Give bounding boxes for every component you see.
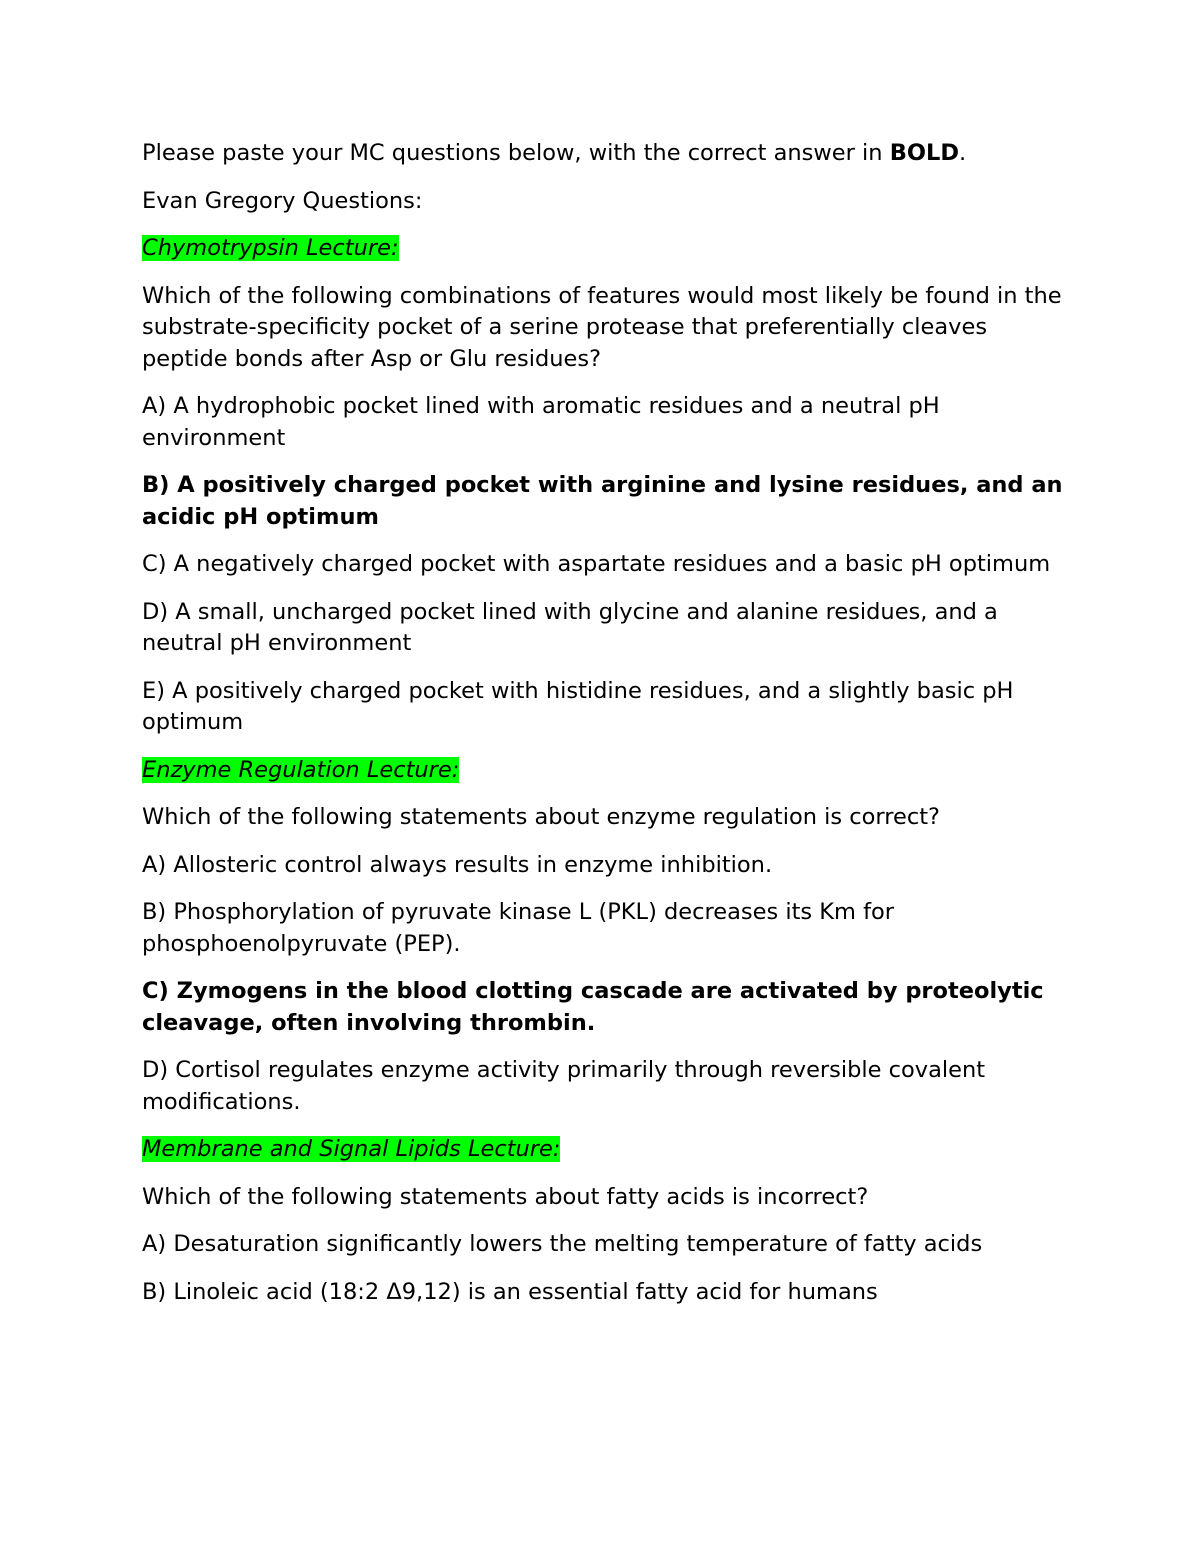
answer-option: B) Linoleic acid (18:2 Δ9,12) is an essential fatty acid for humans (142, 1278, 878, 1305)
intro-bold-word: BOLD (889, 140, 960, 166)
author-line: Evan Gregory Questions: (142, 187, 423, 214)
section-heading-enzyme-regulation (142, 755, 1072, 787)
answer-option: A) Desaturation significantly lowers the melting temperature of fatty acids (142, 1231, 983, 1257)
answer-option: D) Cortisol regulates enzyme activity primarily through reversible covalent modifications. (142, 1057, 986, 1115)
heading-highlight: Enzyme Regulation Lecture: (142, 756, 460, 783)
question-text: Which of the following statements about fatty acids is incorrect? (142, 1183, 869, 1210)
answer-option-correct: B) A positively charged pocket with arginine and lysine residues, and an acidic pH optimum (142, 472, 1063, 530)
question-text: Which of the following combinations of features would most likely be found in the substrate-specificity pocket of a serine protease that preferentially cleaves peptide bonds after Asp or Glu residues? (142, 282, 1062, 372)
answer-option: A) Allosteric control always results in enzyme inhibition. (142, 851, 773, 878)
answer-option: E) A positively charged pocket with histidine residues, and a slightly basic pH optimum (142, 677, 1014, 735)
heading-highlight: Chymotrypsin Lecture: (142, 235, 399, 261)
question-text: Which of the following statements about enzyme regulation is correct? (142, 804, 940, 830)
intro-line (142, 138, 1072, 170)
answer-option-correct: C) Zymogens in the blood clotting cascade are activated by proteolytic cleavage, often involving thrombin. (142, 978, 1044, 1036)
intro-period: . (959, 140, 967, 166)
intro-text: Please paste your MC questions below, with the correct answer in (142, 140, 890, 166)
document-page (142, 138, 1072, 1324)
section-heading-lipids (142, 1134, 1072, 1166)
answer-option: D) A small, uncharged pocket lined with glycine and alanine residues, and a neutral pH environment (142, 598, 998, 656)
heading-highlight: Membrane and Signal Lipids Lecture: (142, 1136, 561, 1162)
answer-option: A) A hydrophobic pocket lined with aromatic residues and a neutral pH environment (142, 393, 940, 451)
section-heading-chymotrypsin (142, 233, 1072, 265)
answer-option: C) A negatively charged pocket with aspartate residues and a basic pH optimum (142, 551, 1051, 577)
answer-option: B) Phosphorylation of pyruvate kinase L (PKL) decreases its Km for phosphoenolpyruvate (PEP). (142, 899, 895, 957)
